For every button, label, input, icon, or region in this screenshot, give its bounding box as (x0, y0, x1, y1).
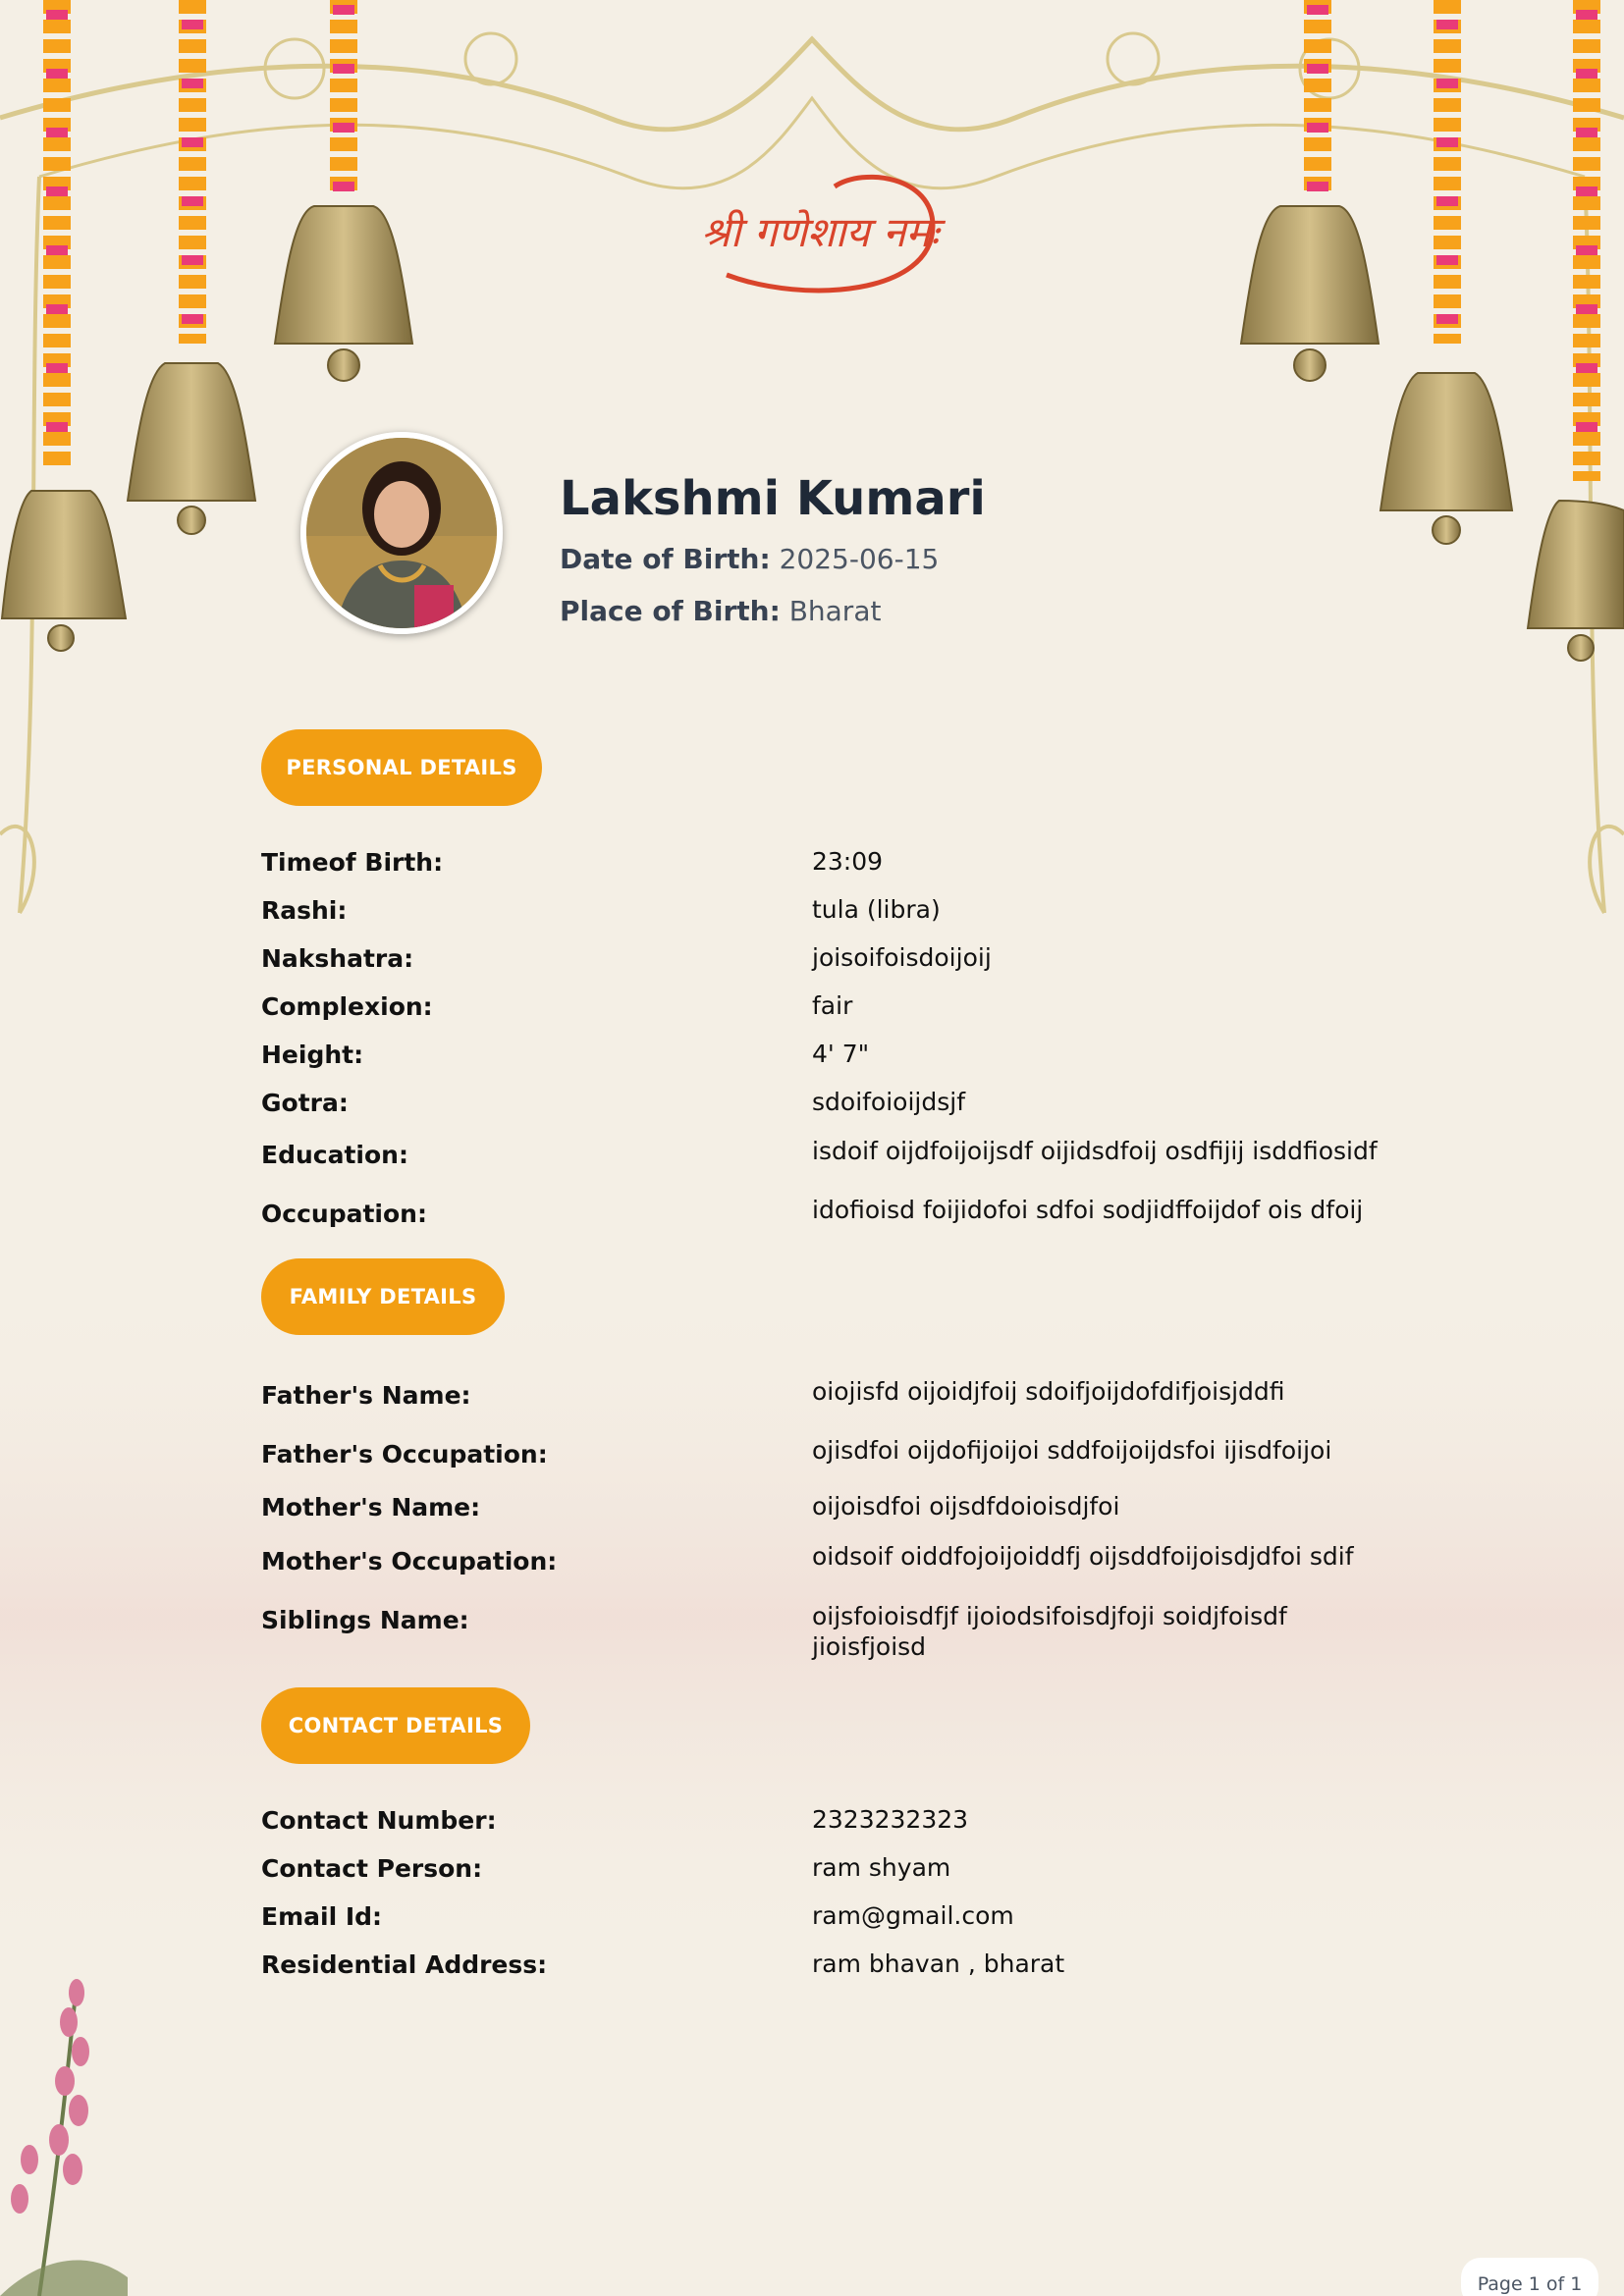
row-value: tula (libra) (812, 895, 941, 924)
row-value: joisoifoisdoijoij (812, 943, 992, 972)
row-value: ram bhavan , bharat (812, 1949, 1065, 1978)
section-header-personal: PERSONAL DETAILS (261, 729, 542, 806)
date-of-birth (560, 543, 939, 575)
row-value: oijoisdfoi oijsdfdoioisdjfoi (812, 1492, 1120, 1521)
row-label: Mother's Occupation: (261, 1547, 558, 1575)
person-photo-icon (306, 438, 497, 628)
profile-photo (300, 432, 503, 634)
row-value: 23:09 (812, 847, 884, 876)
row-label: Complexion: (261, 992, 433, 1021)
row-value: idofioisd foijidofoi sdfoi sodjidffoijdof ois dfoij (812, 1196, 1364, 1224)
row-value: oiojisfd oijoidjfoij sdoifjoijdofdifjoisjddfi (812, 1377, 1285, 1406)
row-label: Nakshatra: (261, 944, 414, 973)
section-header-family: FAMILY DETAILS (261, 1258, 505, 1335)
row-label: Father's Occupation: (261, 1440, 548, 1468)
row-label: Mother's Name: (261, 1493, 481, 1522)
dob-value: 2025-06-15 (779, 543, 940, 575)
row-value: oijsfoioisdfjf ijoiodsifoisdjfoji soidjfoisdf jioisfjoisd (812, 1602, 1287, 1661)
section-header-contact: CONTACT DETAILS (261, 1687, 530, 1764)
row-value: isdoif oijdfoijoijsdf oijidsdfoij osdfijij isddfiosidf (812, 1137, 1378, 1165)
row-label: Height: (261, 1041, 364, 1069)
row-label: Gotra: (261, 1089, 349, 1117)
row-label: Rashi: (261, 896, 348, 925)
row-value: 4' 7" (812, 1040, 870, 1068)
page-indicator: Page 1 of 1 (1461, 2258, 1598, 2296)
place-of-birth (560, 595, 881, 627)
row-value: ram@gmail.com (812, 1901, 1014, 1930)
dob-label: Date of Birth: (560, 543, 771, 575)
row-label: Contact Person: (261, 1854, 483, 1883)
logo-text: श्री गणेशाय नमः (700, 207, 940, 256)
row-value: fair (812, 991, 853, 1020)
row-value: 2323232323 (812, 1805, 969, 1834)
pob-label: Place of Birth: (560, 595, 781, 627)
profile-name: Lakshmi Kumari (560, 471, 986, 526)
row-value: ram shyam (812, 1853, 951, 1882)
row-label: Residential Address: (261, 1950, 548, 1979)
row-label: Timeof Birth: (261, 848, 444, 877)
row-label: Father's Name: (261, 1381, 471, 1410)
row-label: Education: (261, 1141, 408, 1169)
row-value: oidsoif oiddfojoijoiddfj oijsddfoijoisdjdfoi sdif (812, 1542, 1354, 1571)
ganesh-blessing-logo (687, 157, 952, 304)
corner-flowers (0, 1979, 128, 2296)
row-label: Email Id: (261, 1902, 383, 1931)
pob-value: Bharat (788, 595, 882, 627)
row-label: Contact Number: (261, 1806, 497, 1835)
row-value: sdoifoioijdsjf (812, 1088, 966, 1116)
row-value: ojisdfoi oijdofijoijoi sddfoijoijdsfoi ijisdfoijoi (812, 1436, 1332, 1465)
row-label: Occupation: (261, 1200, 427, 1228)
row-label: Siblings Name: (261, 1606, 469, 1634)
